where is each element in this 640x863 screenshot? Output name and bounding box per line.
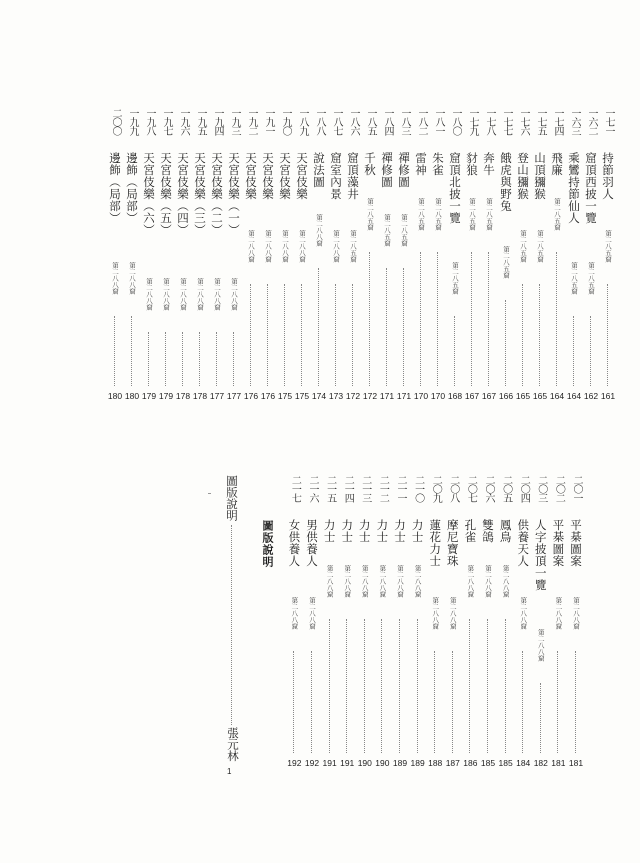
plate-title: 天宮伎樂（五） <box>159 152 173 236</box>
cave-number: 第二八八窟 <box>308 597 316 630</box>
plate-description-title: 圖版說明 <box>225 475 239 521</box>
plate-number: 二一一 <box>395 475 406 502</box>
toc-entry <box>107 108 125 408</box>
page-number: 188 <box>428 758 443 768</box>
toc-entry <box>311 108 329 408</box>
plate-number: 二一三 <box>359 475 371 502</box>
toc-entry <box>498 475 516 775</box>
toc-entry <box>464 108 482 408</box>
cave-number: 第二八八窟 <box>179 278 187 311</box>
toc-entry <box>480 475 498 775</box>
plate-number: 一七五 <box>535 108 546 135</box>
page-number: 176 <box>243 391 259 401</box>
leader-dots <box>148 332 149 386</box>
toc-entry <box>175 108 193 408</box>
cave-number: 第二八五窟 <box>519 230 527 263</box>
divider-mark <box>208 493 211 494</box>
cave-number: 第二八八窟 <box>378 565 387 598</box>
page-number: 181 <box>568 758 584 768</box>
leader-dots <box>199 332 200 386</box>
page-number: 179 <box>158 391 174 401</box>
plate-title: 天宮伎樂 <box>278 152 292 200</box>
plate-title: 蓮花力士 <box>428 519 443 567</box>
plate-title: 力士 <box>357 519 372 543</box>
plate-title: 天宮伎樂（一） <box>227 152 241 236</box>
plate-title: 力士 <box>393 519 407 543</box>
cave-number: 第二八八窟 <box>247 230 255 263</box>
page-number: 1 <box>227 767 232 776</box>
plate-title: 登山獼猴 <box>516 152 530 200</box>
toc-entry <box>515 108 533 408</box>
plate-number: 一八三 <box>399 108 410 135</box>
plate-title: 男供養人 <box>305 519 319 567</box>
toc-entry <box>192 108 210 408</box>
page-number: 167 <box>481 391 497 401</box>
leader-dots <box>522 651 523 753</box>
leader-dots <box>335 284 336 386</box>
plate-title: 禪修圖 <box>380 152 394 188</box>
plate-title: 鳳鳥 <box>498 519 513 543</box>
plate-number: 一九七 <box>161 108 172 135</box>
leader-dots <box>454 316 455 386</box>
plate-title: 窟頂西披一覽 <box>584 152 598 224</box>
toc-entry <box>226 108 244 408</box>
cave-number: 第二八八窟 <box>501 565 510 598</box>
plate-title: 說法圖 <box>312 152 326 188</box>
page-number: 172 <box>362 391 378 401</box>
page-number: 187 <box>445 758 460 768</box>
plate-number: 一九〇 <box>280 108 291 135</box>
cave-number: 第二八八窟 <box>196 278 204 311</box>
cave-number: 第二八八窟 <box>213 278 221 311</box>
plate-title: 禪修圖 <box>397 152 411 188</box>
plate-number: 二〇九 <box>430 475 442 502</box>
cave-number: 第二八八窟 <box>290 597 299 630</box>
plate-number: 一六三 <box>569 108 580 135</box>
page-number: 192 <box>304 758 320 768</box>
toc-entry <box>379 108 397 408</box>
cave-number: 第二八五窟 <box>570 262 578 295</box>
toc-entry <box>345 108 363 408</box>
toc-entry <box>481 108 499 408</box>
cave-number: 第二八八窟 <box>315 214 323 247</box>
plate-number: 二〇一 <box>571 475 582 502</box>
plate-number: 一六二 <box>586 108 597 135</box>
plate-number: 二〇〇 <box>110 108 121 135</box>
toc-entry <box>600 108 618 408</box>
page-number: 190 <box>375 758 390 768</box>
leader-dots <box>329 619 330 753</box>
plate-number: 二一七 <box>289 475 301 502</box>
cave-number: 第二八五窟 <box>553 198 561 231</box>
toc-entry <box>447 108 465 408</box>
plate-number: 一九二 <box>246 108 257 135</box>
page-number: 168 <box>447 391 463 401</box>
cave-number: 第二八五窟 <box>536 230 544 263</box>
plate-title: 窟頂藻井 <box>346 152 360 200</box>
page-number: 171 <box>379 391 395 401</box>
leader-dots <box>505 300 506 386</box>
toc-entry <box>532 108 550 408</box>
plate-number: 二〇三 <box>535 475 547 502</box>
page-number: 189 <box>410 758 425 768</box>
plate-number: 一九四 <box>212 108 223 135</box>
toc-entry <box>566 108 584 408</box>
plate-title: 力士 <box>375 519 390 543</box>
toc-entry <box>357 475 375 775</box>
cave-number: 第二八八窟 <box>431 597 440 630</box>
plate-title: 平棊圖案 <box>551 519 566 567</box>
leader-dots <box>233 332 234 386</box>
page-number: 179 <box>141 391 157 401</box>
leader-dots <box>364 619 365 753</box>
cave-number: 第二八八窟 <box>281 230 289 263</box>
cave-number: 第二八八窟 <box>128 262 136 295</box>
plate-title: 平棊圖案 <box>569 519 583 567</box>
page-number: 170 <box>413 391 429 401</box>
plate-title: 餓虎與野兔 <box>499 152 513 212</box>
toc-entry <box>362 108 380 408</box>
cave-number: 第二八八窟 <box>448 597 457 630</box>
leader-dots <box>165 332 166 386</box>
plate-number: 二一六 <box>307 475 318 502</box>
plate-number: 一九五 <box>195 108 206 135</box>
page-number: 161 <box>600 391 616 401</box>
plate-title: 豺狼 <box>465 152 479 176</box>
plate-number: 一九一 <box>263 108 274 135</box>
toc-entry <box>374 475 392 775</box>
cave-number: 第二八八窟 <box>145 278 153 311</box>
plate-number: 二〇七 <box>465 475 477 502</box>
page-number: 189 <box>392 758 408 768</box>
plate-title: 供養天人 <box>516 519 531 567</box>
leader-dots <box>352 284 353 386</box>
plate-number: 一九九 <box>127 108 138 135</box>
plate-title: 摩尼寶珠 <box>445 519 460 567</box>
leader-dots <box>216 332 217 386</box>
leader-dots <box>301 284 302 386</box>
page-number: 176 <box>260 391 276 401</box>
page-number: 164 <box>566 391 582 401</box>
toc-entry <box>445 475 463 775</box>
page-number: 174 <box>311 391 327 401</box>
cave-number: 第二八八窟 <box>111 262 119 295</box>
toc-entry <box>430 108 448 408</box>
page-number: 190 <box>357 758 372 768</box>
leader-dots <box>182 332 183 386</box>
leader-dots <box>573 316 574 386</box>
leader-dots <box>540 683 541 753</box>
leader-dots <box>346 619 347 753</box>
toc-entry <box>158 108 176 408</box>
leader-dots <box>471 252 472 386</box>
section-heading: 圖版說明 <box>261 520 274 568</box>
cave-number: 第二八五窟 <box>451 262 459 295</box>
page-number: 165 <box>532 391 548 401</box>
plate-number: 一七一 <box>603 108 614 135</box>
leader-dots <box>469 619 470 753</box>
plate-title: 千秋 <box>363 152 377 176</box>
page-number: 185 <box>498 758 513 768</box>
toc-entry <box>124 108 142 408</box>
plate-number: 一九八 <box>144 108 155 135</box>
plate-number: 二〇六 <box>483 475 494 502</box>
plate-number: 二一四 <box>342 475 354 502</box>
plate-title: 天宮伎樂（二） <box>210 152 224 236</box>
toc-entry <box>498 108 516 408</box>
plate-number: 一八〇 <box>450 108 461 135</box>
cave-number: 第二八八窟 <box>554 597 563 630</box>
plate-number: 二一二 <box>377 475 389 502</box>
cave-number: 第二八八窟 <box>572 597 580 630</box>
toc-entry <box>141 108 159 408</box>
leader-dots <box>505 619 506 753</box>
page-number: 167 <box>464 391 480 401</box>
plate-number: 一七七 <box>501 108 512 135</box>
page-number: 166 <box>498 391 514 401</box>
leader-dots <box>250 284 251 386</box>
toc-entry <box>549 108 567 408</box>
plate-number: 一八八 <box>314 108 325 135</box>
page-number: 181 <box>551 758 566 768</box>
leader-dots <box>399 619 400 753</box>
cave-number: 第二八八窟 <box>162 278 170 311</box>
cave-number: 第二八八窟 <box>298 230 306 263</box>
toc-entry <box>392 475 410 775</box>
cave-number: 第二八五窟 <box>383 214 391 247</box>
plate-number: 二〇四 <box>518 475 530 502</box>
leader-dots <box>114 316 115 386</box>
toc-entry <box>515 475 533 775</box>
toc-entry <box>550 475 568 775</box>
plate-title: 邊飾（局部） <box>125 152 139 224</box>
leader-dots <box>488 252 489 386</box>
author-name: 張元林 <box>226 727 240 762</box>
leader-dots <box>311 651 312 753</box>
leader-dots <box>556 252 557 386</box>
plate-number: 二〇五 <box>500 475 512 502</box>
leader-dots <box>522 284 523 386</box>
leader-dots <box>420 252 421 386</box>
cave-number: 第二八五窟 <box>604 230 612 263</box>
cave-number: 第二八八窟 <box>264 230 272 263</box>
plate-title: 天宮伎樂 <box>244 152 258 200</box>
cave-number: 第二八五窟 <box>366 198 374 231</box>
plate-title: 力士 <box>340 519 355 543</box>
leader-dots <box>452 651 453 753</box>
cave-number: 第二八五窟 <box>349 230 357 263</box>
cave-number: 第二八八窟 <box>396 565 404 598</box>
cave-number: 第二八八窟 <box>519 597 528 630</box>
leader-dots <box>231 525 232 725</box>
page-number: 192 <box>287 758 302 768</box>
plate-title: 奔牛 <box>482 152 496 176</box>
leader-dots <box>417 619 418 753</box>
toc-entry <box>427 475 445 775</box>
cave-number: 第二八五窟 <box>434 198 442 231</box>
leader-dots <box>437 252 438 386</box>
plate-description-entry <box>224 475 242 775</box>
page-number: 173 <box>328 391 344 401</box>
leader-dots <box>403 268 404 386</box>
plate-number: 一七九 <box>467 108 478 135</box>
plate-number: 一七四 <box>552 108 563 135</box>
page-number: 165 <box>515 391 531 401</box>
plate-number: 一七八 <box>484 108 495 135</box>
page-number: 164 <box>549 391 565 401</box>
toc-entry <box>583 108 601 408</box>
toc-entry <box>243 108 261 408</box>
plate-number: 一九三 <box>229 108 240 135</box>
page-number: 178 <box>192 391 208 401</box>
toc-entry <box>277 108 295 408</box>
plate-number: 一九六 <box>178 108 189 135</box>
toc-entry <box>413 108 431 408</box>
plate-title: 朱雀 <box>431 152 445 176</box>
toc-entry <box>533 475 551 775</box>
plate-title: 天宮伎樂 <box>261 152 275 200</box>
plate-number: 一八二 <box>416 108 427 135</box>
cave-number: 第二八五窟 <box>587 262 595 295</box>
cave-number: 第二八八窟 <box>484 565 492 598</box>
toc-entry <box>328 108 346 408</box>
page-number: 170 <box>430 391 446 401</box>
cave-number: 第二八五窟 <box>400 214 408 247</box>
toc-entry <box>339 475 357 775</box>
plate-title: 飛廉 <box>550 152 564 176</box>
cave-number: 第二八八窟 <box>466 565 475 598</box>
toc-entry <box>568 475 586 775</box>
page-number: 182 <box>533 758 548 768</box>
plate-title: 天宮伎樂 <box>295 152 309 200</box>
cave-number: 第二八八窟 <box>230 278 238 311</box>
leader-dots <box>590 316 591 386</box>
page-number: 175 <box>277 391 293 401</box>
plate-number: 一八四 <box>382 108 393 135</box>
cave-number: 第二八八窟 <box>360 565 369 598</box>
page-number: 177 <box>226 391 242 401</box>
plate-number: 二一〇 <box>412 475 424 502</box>
toc-entry <box>304 475 322 775</box>
leader-dots <box>267 284 268 386</box>
page-number: 177 <box>209 391 225 401</box>
page-number: 185 <box>480 758 496 768</box>
leader-dots <box>539 284 540 386</box>
plate-number: 一七六 <box>518 108 529 135</box>
page-number: 184 <box>516 758 531 768</box>
leader-dots <box>487 619 488 753</box>
plate-title: 人字披頂一覽 <box>533 519 548 591</box>
toc-entry <box>260 108 278 408</box>
cave-number: 第二八五窟 <box>502 246 510 279</box>
plate-title: 雷神 <box>414 152 428 176</box>
page-number: 172 <box>345 391 361 401</box>
plate-title: 孔雀 <box>463 519 478 543</box>
page-number: 180 <box>124 391 140 401</box>
plate-title: 乘鸞持節仙人 <box>567 152 581 224</box>
plate-number: 一八六 <box>348 108 359 135</box>
leader-dots <box>381 619 382 753</box>
cave-number: 第二八八窟 <box>413 565 422 598</box>
page-number: 175 <box>294 391 310 401</box>
leader-dots <box>607 284 608 386</box>
cave-number: 第二八八窟 <box>325 565 334 598</box>
page-number: 171 <box>396 391 412 401</box>
page-number: 186 <box>463 758 478 768</box>
leader-dots <box>434 651 435 753</box>
plate-title: 天宮伎樂（三） <box>193 152 207 236</box>
toc-entry <box>410 475 428 775</box>
plate-number: 二〇八 <box>447 475 459 502</box>
plate-title: 天宮伎樂（六） <box>142 152 156 236</box>
cave-number: 第二八五窟 <box>485 198 493 231</box>
toc-entry <box>322 475 340 775</box>
plate-title: 窟頂北披一覽 <box>448 152 462 224</box>
plate-title: 雙鴿 <box>481 519 495 543</box>
plate-title: 持節羽人 <box>601 152 615 200</box>
plate-number: 二〇二 <box>553 475 565 502</box>
toc-entry <box>462 475 480 775</box>
plate-title: 山頂獼猴 <box>533 152 547 200</box>
page-number: 178 <box>175 391 191 401</box>
leader-dots <box>131 316 132 386</box>
leader-dots <box>284 284 285 386</box>
leader-dots <box>293 651 294 753</box>
page-number: 191 <box>322 758 337 768</box>
leader-dots <box>318 268 319 386</box>
toc-entry <box>294 108 312 408</box>
toc-entry <box>396 108 414 408</box>
leader-dots <box>386 268 387 386</box>
cave-number: 第二八五窟 <box>417 198 425 231</box>
leader-dots <box>575 651 576 753</box>
plate-number: 一八五 <box>365 108 376 135</box>
plate-title: 力士 <box>410 519 425 543</box>
toc-entry <box>209 108 227 408</box>
plate-number: 一八七 <box>331 108 342 135</box>
plate-number: 一八九 <box>297 108 308 135</box>
page-number: 162 <box>583 391 599 401</box>
plate-title: 力士 <box>322 519 337 543</box>
plate-title: 窟室內景 <box>329 152 343 200</box>
leader-dots <box>369 252 370 386</box>
cave-number: 第二八八窟 <box>332 230 340 263</box>
page-number: 180 <box>107 391 123 401</box>
plate-title: 女供養人 <box>287 519 302 567</box>
plate-title: 邊飾（局部） <box>108 152 122 224</box>
leader-dots <box>557 651 558 753</box>
plate-number: 二一五 <box>324 475 336 502</box>
plate-number: 一八一 <box>433 108 444 135</box>
cave-number: 第二八八窟 <box>343 565 352 598</box>
cave-number: 第二八五窟 <box>468 198 476 231</box>
plate-title: 天宮伎樂（四） <box>176 152 190 236</box>
cave-number: 第二八八窟 <box>536 629 545 662</box>
page-number: 191 <box>340 758 355 768</box>
toc-entry <box>286 475 304 775</box>
